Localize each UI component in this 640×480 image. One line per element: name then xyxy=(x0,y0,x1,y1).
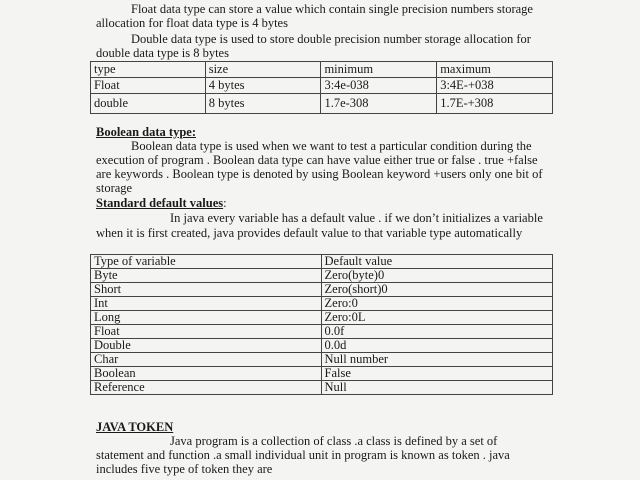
table-cell: Null xyxy=(321,381,552,395)
table-cell: Int xyxy=(91,297,322,311)
table-header-row xyxy=(91,255,553,269)
defaults-line-1: In java every variable has a default value . if we don’t initializes a variable xyxy=(170,211,543,225)
defaults-heading: Standard default values xyxy=(96,196,224,210)
table-cell: 1.7E-+308 xyxy=(437,94,553,114)
table-row xyxy=(91,269,553,283)
table-cell: size xyxy=(205,62,321,78)
token-line-3: includes five type of token they are xyxy=(96,462,273,476)
table-cell: type xyxy=(91,62,206,78)
table-cell: Long xyxy=(91,311,322,325)
intro-line-2: allocation for float data type is 4 bytes xyxy=(96,16,288,30)
table-header-row xyxy=(91,62,553,78)
defaults-heading-colon: : xyxy=(223,196,227,210)
intro-line-3: Double data type is used to store double precision number storage allocation for xyxy=(131,32,531,46)
intro-line-1: Float data type can store a value which contain single precision numbers storage xyxy=(131,2,533,16)
table-row xyxy=(91,325,553,339)
table-cell: Default value xyxy=(321,255,552,269)
defaults-line-2: when it is first created, java provides default value to that variable type automatically xyxy=(96,226,523,240)
table-row xyxy=(91,381,553,395)
boolean-heading: Boolean data type: xyxy=(96,125,196,139)
table-cell: Char xyxy=(91,353,322,367)
table-row xyxy=(91,353,553,367)
table-cell: Null number xyxy=(321,353,552,367)
intro-line-4: double data type is 8 bytes xyxy=(96,46,229,60)
table-cell: double xyxy=(91,94,206,114)
table-cell: 0.0f xyxy=(321,325,552,339)
table-cell: Zero(short)0 xyxy=(321,283,552,297)
table-row xyxy=(91,311,553,325)
table-cell: 3:4e-038 xyxy=(321,78,437,94)
table-cell: 1.7e-308 xyxy=(321,94,437,114)
default-values-table xyxy=(90,254,553,395)
table-cell: Short xyxy=(91,283,322,297)
table-row xyxy=(91,367,553,381)
table-cell: Float xyxy=(91,78,206,94)
table-cell: Zero(byte)0 xyxy=(321,269,552,283)
table-row xyxy=(91,94,553,114)
table-cell: Reference xyxy=(91,381,322,395)
table-cell: 8 bytes xyxy=(205,94,321,114)
table-row xyxy=(91,78,553,94)
table-cell: Boolean xyxy=(91,367,322,381)
token-heading: JAVA TOKEN xyxy=(96,420,174,434)
boolean-line-4: storage xyxy=(96,181,133,195)
boolean-line-2: execution of program . Boolean data type can have value either true or false . true +false xyxy=(96,153,538,167)
table-cell: Double xyxy=(91,339,322,353)
table-cell: 0.0d xyxy=(321,339,552,353)
table-cell: False xyxy=(321,367,552,381)
table-cell: Zero:0L xyxy=(321,311,552,325)
table-row xyxy=(91,283,553,297)
token-line-2: statement and function .a small individual unit in program is known as token . java xyxy=(96,448,510,462)
boolean-line-1: Boolean data type is used when we want to test a particular condition during the xyxy=(131,139,532,153)
table-row xyxy=(91,297,553,311)
table-cell: 3:4E-+038 xyxy=(437,78,553,94)
table-cell: Float xyxy=(91,325,322,339)
defaults-heading-wrap xyxy=(96,196,227,210)
table-cell: Type of variable xyxy=(91,255,322,269)
size-table xyxy=(90,61,553,114)
table-cell: Zero:0 xyxy=(321,297,552,311)
table-cell: 4 bytes xyxy=(205,78,321,94)
boolean-line-3: are keywords . Boolean type is denoted by using Boolean keyword +users only one bit of xyxy=(96,167,543,181)
token-line-1: Java program is a collection of class .a class is defined by a set of xyxy=(170,434,498,448)
table-cell: maximum xyxy=(437,62,553,78)
table-row xyxy=(91,339,553,353)
table-cell: Byte xyxy=(91,269,322,283)
table-cell: minimum xyxy=(321,62,437,78)
